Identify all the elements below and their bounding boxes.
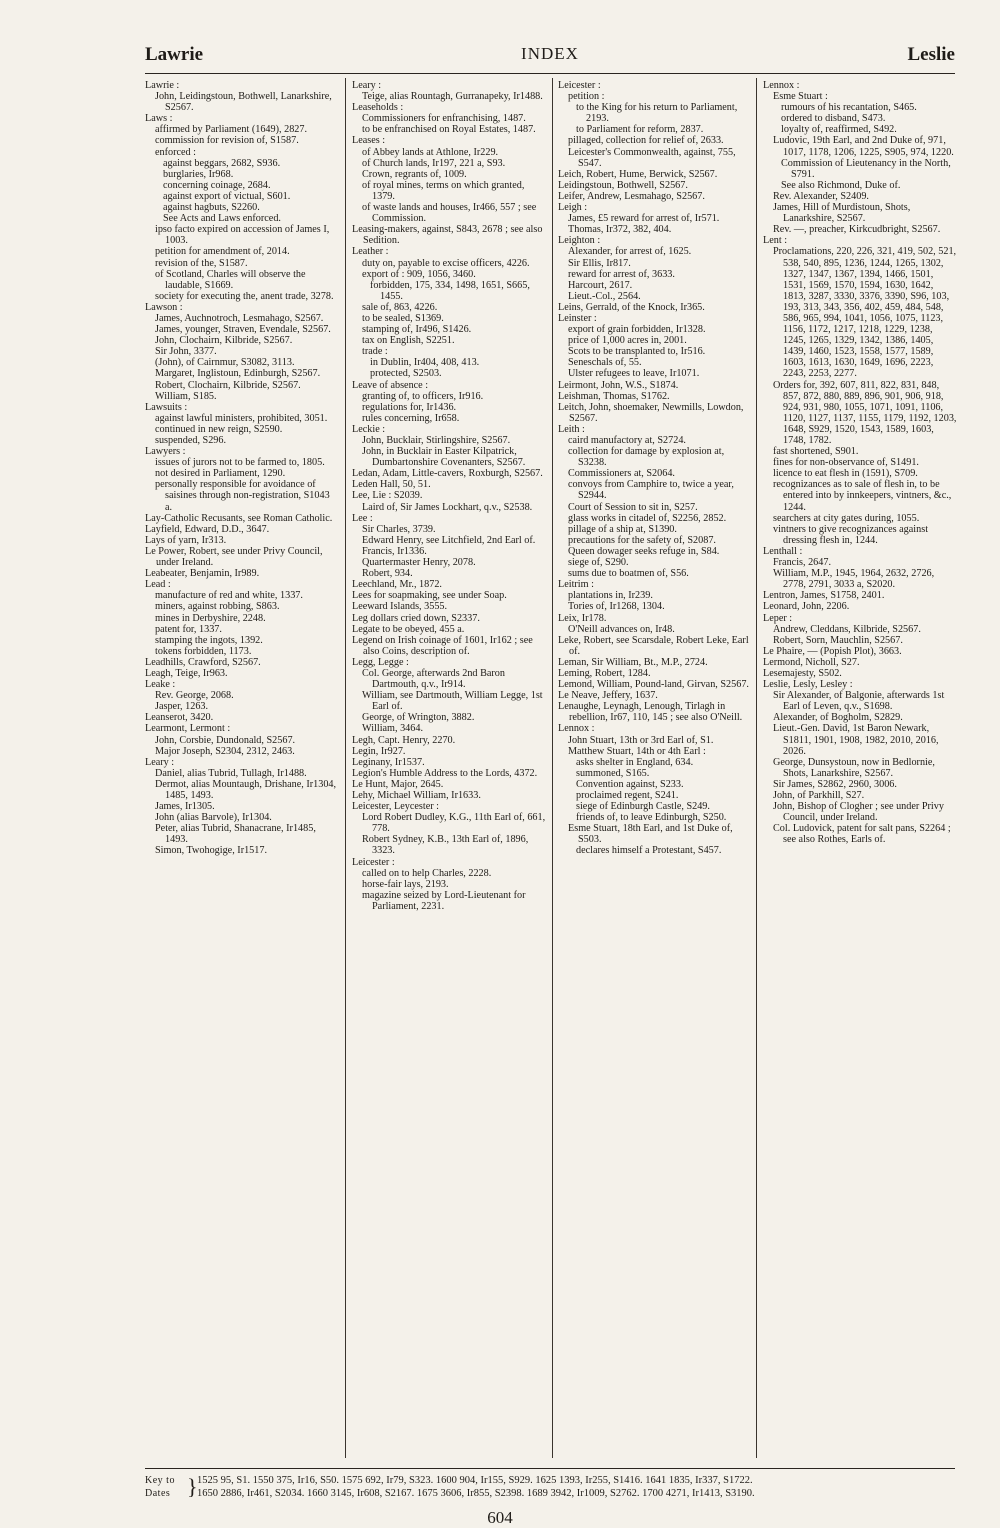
index-subentry: Alexander, of Bogholm, S2829. [773, 712, 903, 724]
index-heading: Leitrim : [558, 579, 594, 591]
index-subentry: Rev. George, 2068. [155, 690, 234, 702]
index-subentry: Francis, 2647. [773, 557, 832, 569]
index-subentry: summoned, S165. [576, 767, 650, 779]
index-heading: Leirmont, John, W.S., S1874. [558, 379, 679, 391]
index-subentry: Sir Alexander, of Balgonie, afterwards 1st Earl of Leven, q.v., S1698. [773, 690, 945, 713]
index-subentry: issues of jurors not to be farmed to, 1805. [155, 457, 325, 469]
index-heading: Leicester : [558, 80, 601, 91]
index-subentry: pillaged, collection for relief of, 2633. [568, 135, 724, 147]
index-subentry: Lieut.-Col., 2564. [568, 290, 641, 302]
index-heading: Layfield, Edward, D.D., 3647. [145, 523, 270, 535]
index-subentry: John, Clochairn, Kilbride, S2567. [155, 335, 293, 347]
index-heading: Leicester, Leycester : [352, 801, 439, 813]
index-subentry: tokens forbidden, 1173. [155, 645, 252, 657]
index-subentry: against beggars, 2682, S936. [163, 157, 281, 169]
index-heading: Lennox : [763, 80, 800, 91]
index-subentry: revision of the, S1587. [155, 257, 248, 269]
running-head-first-entry: Lawrie [145, 44, 204, 65]
index-heading: Lentron, James, S1758, 2401. [763, 590, 885, 602]
index-subentry: Convention against, S233. [576, 778, 684, 790]
index-subentry: rules concerning, Ir658. [362, 412, 460, 424]
index-heading: Leary : [145, 756, 175, 768]
index-subentry: not desired in Parliament, 1290. [155, 468, 286, 480]
index-column-1 [145, 80, 339, 1457]
index-heading: Lermond, Nicholl, S27. [763, 656, 860, 668]
index-subentry: loyalty of, reaffirmed, S492. [781, 124, 897, 136]
index-subentry: friends of, to leave Edinburgh, S250. [576, 812, 727, 824]
index-subentry: to the King for his return to Parliament, 2193. [576, 102, 738, 125]
index-heading: Lenaughe, Leynagh, Lenough, Tirlagh in rebellion, Ir67, 110, 145 ; see also O'Neill. [558, 701, 743, 724]
index-heading: Legh, Capt. Henry, 2270. [352, 734, 456, 746]
index-subentry: James, Hill of Murdistoun, Shots, Lanarkshire, S2567. [773, 202, 911, 225]
index-heading: Lee : [352, 512, 373, 524]
index-subentry: recognizances as to sale of flesh in, to be entered into by innkeepers, vintners, &c., 1244. [773, 479, 952, 513]
index-subentry: ordered to disband, S473. [781, 113, 886, 125]
index-subentry: Leicester's Commonwealth, against, 755, S547. [568, 146, 736, 169]
index-subentry: James, Ir1305. [155, 801, 215, 813]
header-rule [145, 73, 955, 74]
index-subentry: Robert Sydney, K.B., 13th Earl of, 1896, 3323. [362, 834, 529, 857]
index-subentry: against hagbuts, S2260. [163, 202, 260, 214]
index-subentry: stamping of, Ir496, S1426. [362, 324, 472, 336]
index-subentry: Commission of Lieutenancy in the North, S791. [781, 157, 951, 180]
index-heading: Leary : [352, 80, 382, 91]
index-subentry: Rev. Alexander, S2409. [773, 190, 869, 202]
key-brace: } [187, 1474, 198, 1499]
index-heading: Legin, Ir927. [352, 745, 406, 757]
index-subentry: glass works in citadel of, S2256, 2852. [568, 512, 727, 524]
index-heading: Leases : [352, 135, 386, 147]
index-subentry: Tories of, Ir1268, 1304. [568, 601, 665, 613]
index-subentry: George, Dunsystoun, now in Bedlornie, Shots, Lanarkshire, S2567. [773, 756, 935, 779]
index-subentry: John, in Bucklair in Easter Kilpatrick, Dumbartonshire Covenanters, S2567. [362, 446, 526, 469]
key-lines [197, 1474, 755, 1500]
index-heading: Leden Hall, 50, 51. [352, 479, 431, 491]
index-heading: Leanserot, 3420. [145, 712, 214, 724]
index-subentry: against export of victual, S601. [163, 190, 291, 202]
index-subentry: protected, S2503. [370, 368, 442, 380]
index-subentry: John (alias Barvole), Ir1304. [155, 812, 272, 824]
index-heading: Le Power, Robert, see under Privy Council, under Ireland. [145, 545, 323, 569]
index-subentry: fast shortened, S901. [773, 446, 859, 458]
index-heading: Lee, Lie : S2039. [352, 490, 423, 502]
index-subentry: trade : [362, 346, 388, 358]
index-subentry: siege of Edinburgh Castle, S249. [576, 801, 710, 813]
index-heading: Leifer, Andrew, Lesmahago, S2567. [558, 190, 705, 202]
index-subentry: Major Joseph, S2304, 2312, 2463. [155, 745, 295, 757]
index-subentry: Robert, Sorn, Mauchlin, S2567. [773, 634, 903, 646]
index-subentry: Jasper, 1263. [155, 701, 209, 713]
index-subentry: Sir Ellis, Ir817. [568, 257, 631, 269]
index-subentry: Commissioners for enfranchising, 1487. [362, 113, 526, 125]
index-subentry: Commissioners at, S2064. [568, 468, 675, 480]
index-subentry: plantations in, Ir239. [568, 590, 653, 602]
index-subentry: John Stuart, 13th or 3rd Earl of, S1. [568, 734, 714, 746]
page-number: 604 [487, 1508, 513, 1527]
index-subentry: Esme Stuart : [773, 91, 828, 103]
index-subentry: John, Corsbie, Dundonald, S2567. [155, 734, 296, 746]
index-subentry: Daniel, alias Tubrid, Tullagh, Ir1488. [155, 767, 307, 779]
index-heading: Leix, Ir178. [558, 612, 607, 624]
index-heading: Leinster : [558, 312, 597, 324]
index-subentry: suspended, S296. [155, 435, 227, 446]
index-heading: Legate to be obeyed, 455 a. [352, 623, 465, 635]
index-subentry: Crown, regrants of, 1009. [362, 168, 467, 180]
index-subentry: miners, against robbing, S863. [155, 601, 280, 613]
index-heading: Leighton : [558, 235, 601, 247]
index-heading: Lawsuits : [145, 401, 188, 413]
index-heading: Leslie, Lesly, Lesley : [763, 679, 853, 691]
index-subentry: Simon, Twohogige, Ir1517. [155, 845, 268, 857]
index-heading: Legg, Legge : [352, 656, 409, 668]
index-heading: Leasing-makers, against, S843, 2678 ; see also Sedition. [352, 224, 543, 247]
index-heading: Leins, Gerrald, of the Knock, Ir365. [558, 301, 705, 313]
index-subentry: fines for non-observance of, S1491. [773, 457, 919, 469]
index-subentry: Sir Charles, 3739. [362, 523, 436, 535]
index-heading: Leman, Sir William, Bt., M.P., 2724. [558, 656, 708, 668]
index-subentry: siege of, S290. [568, 557, 629, 569]
index-subentry: William, S185. [155, 390, 217, 402]
index-subentry: asks shelter in England, 634. [576, 756, 694, 768]
index-subentry: tax on English, S2251. [362, 335, 455, 347]
index-subentry: Ulster refugees to leave, Ir1071. [568, 368, 700, 380]
index-subentry: granting of, to officers, Ir916. [362, 390, 484, 402]
index-subentry: collection for damage by explosion at, S3238. [568, 446, 725, 469]
index-heading: Leave of absence : [352, 379, 429, 391]
index-subentry: stamping the ingots, 1392. [155, 634, 263, 646]
index-subentry: George, of Wrington, 3882. [362, 712, 475, 724]
index-subentry: declares himself a Protestant, S457. [576, 845, 722, 857]
index-heading: Leonard, John, 2206. [763, 601, 850, 613]
index-subentry: See also Richmond, Duke of. [781, 179, 901, 191]
index-subentry: called on to help Charles, 2228. [362, 867, 492, 879]
index-heading: Lead : [145, 579, 171, 591]
index-subentry: Robert, Clochairn, Kilbride, S2567. [155, 379, 301, 391]
index-heading: Leich, Robert, Hume, Berwick, S2567. [558, 168, 718, 180]
index-subentry: manufacture of red and white, 1337. [155, 590, 303, 602]
column-divider [756, 78, 757, 1458]
index-subentry: enforced : [155, 146, 197, 158]
index-heading: Lenthall : [763, 545, 803, 557]
index-column-3 [558, 80, 752, 1457]
index-subentry: Alexander, for arrest of, 1625. [568, 246, 692, 258]
key-label: Key to Dates [145, 1475, 175, 1499]
index-subentry: of Scotland, Charles will observe the laudable, S1669. [155, 268, 306, 291]
index-subentry: Col. Ludovick, patent for salt pans, S2264 ; see also Rothes, Earls of. [773, 823, 951, 846]
index-subentry: vintners to give recognizances against dressing flesh in, 1244. [773, 523, 929, 546]
index-heading: Lawyers : [145, 446, 186, 458]
index-heading: Lemond, William, Pound-land, Girvan, S2567. [558, 679, 749, 691]
index-subentry: John, Bishop of Clogher ; see under Privy Council, under Ireland. [773, 801, 944, 824]
index-subentry: sums due to boatmen of, S56. [568, 568, 689, 580]
index-subentry: duty on, payable to excise officers, 4226. [362, 257, 530, 269]
index-subentry: Thomas, Ir372, 382, 404. [568, 224, 672, 236]
index-subentry: Teige, alias Rountagh, Gurranapeky, Ir1488. [362, 91, 543, 103]
index-subentry: sale of, 863, 4226. [362, 301, 438, 313]
index-heading: Lay-Catholic Recusants, see Roman Catholic. [145, 512, 333, 524]
index-heading: Lays of yarn, Ir313. [145, 534, 227, 546]
index-heading: Leckie : [352, 423, 386, 435]
index-heading: Lent : [763, 235, 788, 247]
index-subentry: James, younger, Straven, Evendale, S2567. [155, 324, 331, 336]
index-subentry: Orders for, 392, 607, 811, 822, 831, 848, 857, 872, 880, 889, 896, 901, 906, 918, 924, 931, 980, 1055, 1071, 1091, 1106, 1120, 1127, 1137, 1155, 1179, 1192, 1203, 1648, S929, 1520, 1543, 1589, 1603, 1748, 1782. [773, 379, 957, 446]
index-heading: Leidingstoun, Bothwell, S2567. [558, 179, 688, 191]
index-subentry: caird manufactory at, S2724. [568, 435, 686, 446]
index-subentry: John, Leidingstoun, Bothwell, Lanarkshire, S2567. [155, 91, 332, 114]
index-heading: Legion's Humble Address to the Lords, 4372. [352, 767, 538, 779]
index-subentry: Rev. —, preacher, Kirkcudbright, S2567. [773, 224, 941, 236]
index-subentry: continued in new reign, S2590. [155, 423, 283, 435]
index-subentry: regulations for, Ir1436. [362, 401, 457, 413]
index-subentry: of Church lands, Ir197, 221 a, S93. [362, 157, 506, 169]
index-heading: Leaseholds : [352, 102, 404, 114]
index-heading: Le Phaire, — (Popish Plot), 3663. [763, 645, 902, 657]
index-heading: Leitch, John, shoemaker, Newmills, Lowdon, S2567. [558, 401, 744, 424]
index-heading: Leabeater, Benjamin, Ir989. [145, 568, 260, 580]
index-subentry: patent for, 1337. [155, 623, 222, 635]
index-subentry: John, of Parkhill, S27. [773, 790, 865, 801]
index-heading: Legend on Irish coinage of 1601, Ir162 ; see also Coins, description of. [352, 634, 533, 657]
index-subentry: William, 3464. [362, 723, 423, 735]
index-subentry: price of 1,000 acres in, 2001. [568, 335, 687, 347]
index-subentry: concerning coinage, 2684. [163, 179, 271, 191]
index-heading: Lees for soapmaking, see under Soap. [352, 590, 507, 602]
index-heading: Lennox : [558, 723, 595, 735]
index-subentry: Scots to be transplanted to, Ir516. [568, 346, 706, 358]
index-heading: Ledan, Adam, Little-cavers, Roxburgh, S2567. [352, 468, 543, 480]
index-heading: Leke, Robert, see Scarsdale, Robert Leke, Earl of. [558, 634, 749, 657]
index-subentry: commission for revision of, S1587. [155, 135, 299, 147]
index-subentry: James, Auchnotroch, Lesmahago, S2567. [155, 312, 324, 324]
index-subentry: rumours of his recantation, S465. [781, 102, 917, 114]
index-subentry: horse-fair lays, 2193. [362, 878, 449, 890]
index-subentry: licence to eat flesh in (1591), S709. [773, 468, 918, 480]
index-subentry: Sir James, S2862, 2960, 3006. [773, 778, 897, 790]
index-subentry: mines in Derbyshire, 2248. [155, 612, 266, 624]
index-subentry: Harcourt, 2617. [568, 279, 633, 291]
index-subentry: Robert, 934. [362, 568, 413, 580]
index-subentry: affirmed by Parliament (1649), 2827. [155, 124, 308, 136]
index-heading: Leginany, Ir1537. [352, 756, 425, 768]
index-column-4 [763, 80, 957, 1457]
index-subentry: searchers at city gates during, 1055. [773, 512, 920, 524]
index-heading: Laws : [145, 113, 173, 125]
index-subentry: Proclamations, 220, 226, 321, 419, 502, 521, 538, 540, 895, 1236, 1244, 1265, 1302, 1327, 1347, 1367, 1394, 1466, 1501, 1531, 1569, 1570, 1594, 1630, 1642, 1813, 3287, 3330, 3376, 3390, S96, 103, 193, 313, 343, 356, 402, 459, 484, 548, 586, 965, 994, 1041, 1056, 1075, 1123, 1156, 1172, 1217, 1218, 1229, 1238, 1245, 1265, 1329, 1342, 1386, 1405, 1439, 1460, 1523, 1558, 1577, 1589, 1603, 1613, 1630, 1649, 1696, 2223, 2243, 2253, 2277. [773, 246, 957, 380]
index-heading: Leechland, Mr., 1872. [352, 579, 442, 591]
index-subentry: Lieut.-Gen. David, 1st Baron Newark, S1811, 1901, 1908, 1982, 2010, 2016, 2026. [773, 723, 939, 757]
index-subentry: O'Neill advances on, Ir48. [568, 623, 675, 635]
index-subentry: Margaret, Inglistoun, Edinburgh, S2567. [155, 368, 321, 380]
index-heading: Leather : [352, 246, 389, 258]
column-divider [552, 78, 553, 1458]
index-subentry: in Dublin, Ir404, 408, 413. [370, 357, 480, 369]
index-heading: Leith : [558, 423, 585, 435]
footer-rule [145, 1468, 955, 1469]
index-heading: Leg dollars cried down, S2337. [352, 612, 480, 624]
index-subentry: Col. George, afterwards 2nd Baron Dartmouth, q.v., Ir914. [362, 667, 505, 691]
index-subentry: Francis, Ir1336. [362, 545, 427, 557]
column-divider [345, 78, 346, 1458]
index-subentry: petition : [568, 91, 605, 103]
index-heading: Leicester : [352, 856, 395, 868]
index-subentry: Esme Stuart, 18th Earl, and 1st Duke of, S503. [568, 823, 733, 846]
index-subentry: (John), of Cairnmur, S3082, 3113. [155, 357, 295, 369]
index-subentry: society for executing the, anent trade, 3278. [155, 290, 334, 302]
index-subentry: ipso facto expired on accession of James I, 1003. [155, 224, 330, 247]
index-heading: Leishman, Thomas, S1762. [558, 390, 670, 402]
index-subentry: Seneschals of, 55. [568, 357, 642, 369]
index-subentry: forbidden, 175, 334, 1498, 1651, S665, 1455. [370, 279, 530, 302]
index-heading: Lesemajesty, S502. [763, 667, 842, 679]
running-head-last-entry: Leslie [907, 44, 955, 65]
index-subentry: Court of Session to sit in, S257. [568, 501, 698, 513]
index-heading: Lawrie : [145, 80, 180, 91]
index-subentry: Peter, alias Tubrid, Shanacrane, Ir1485, 1493. [155, 823, 316, 846]
index-subentry: Lord Robert Dudley, K.G., 11th Earl of, 661, 778. [362, 812, 546, 835]
key-line-1: 1525 95, S1. 1550 375, Ir16, S50. 1575 692, Ir79, S323. 1600 904, Ir155, S929. 1625 1393, Ir255, S1416. 1641 1835, Ir337, S1722. [197, 1475, 753, 1486]
index-subentry: Dermot, alias Mountaugh, Drishane, Ir1304, 1485, 1493. [155, 778, 337, 801]
index-subentry: to Parliament for reform, 2837. [576, 124, 704, 136]
index-heading: Leigh : [558, 202, 588, 214]
index-subentry: Sir John, 3377. [155, 346, 217, 358]
index-subentry: personally responsible for avoidance of saisines through non-registration, S1043 a. [155, 479, 330, 513]
index-subentry: reward for arrest of, 3633. [568, 268, 675, 280]
index-subentry: of Abbey lands at Athlone, Ir229. [362, 146, 499, 158]
index-subentry: to be sealed, S1369. [362, 312, 444, 324]
index-heading: Leeward Islands, 3555. [352, 601, 448, 613]
index-subentry: to be enfranchised on Royal Estates, 1487. [362, 124, 536, 136]
index-heading: Leming, Robert, 1284. [558, 667, 651, 679]
index-subentry: convoys from Camphire to, twice a year, S2944. [568, 479, 734, 502]
index-subentry: export of grain forbidden, Ir1328. [568, 324, 706, 336]
index-heading: Leagh, Teige, Ir963. [145, 667, 228, 679]
index-subentry: Quartermaster Henry, 2078. [362, 557, 476, 569]
index-subentry: magazine seized by Lord-Lieutenant for Parliament, 2231. [362, 889, 526, 912]
index-subentry: petition for amendment of, 2014. [155, 246, 290, 258]
index-subentry: James, £5 reward for arrest of, Ir571. [568, 213, 720, 225]
index-subentry: See Acts and Laws enforced. [163, 213, 281, 225]
index-heading: Leadhills, Crawford, S2567. [145, 656, 261, 668]
index-heading: Lehy, Michael William, Ir1633. [352, 790, 481, 801]
running-head [145, 44, 955, 72]
index-subentry: against lawful ministers, prohibited, 3051. [155, 412, 328, 424]
key-line-2: 1650 2886, Ir461, S2034. 1660 3145, Ir608, S2167. 1675 3606, Ir855, S2398. 1689 3942, Ir1009, S2762. 1700 4271, Ir1413, S3190. [197, 1488, 755, 1499]
index-subentry: precautions for the safety of, S2087. [568, 534, 716, 546]
index-subentry: of waste lands and houses, Ir466, 557 ; see Commission. [362, 202, 537, 225]
index-heading: Le Hunt, Major, 2645. [352, 778, 444, 790]
index-subentry: Ludovic, 19th Earl, and 2nd Duke of, 971, 1017, 1178, 1206, 1225, S905, 974, 1220. [773, 135, 954, 158]
index-subentry: proclaimed regent, S241. [576, 790, 679, 801]
index-subentry: burglaries, Ir968. [163, 168, 234, 180]
index-heading: Learmont, Lermont : [145, 723, 231, 735]
index-heading: Leake : [145, 679, 176, 691]
index-heading: Le Neave, Jeffery, 1637. [558, 690, 658, 702]
index-column-2 [352, 80, 546, 1457]
index-subentry: of royal mines, terms on which granted, 1379. [362, 179, 525, 202]
index-subentry: Matthew Stuart, 14th or 4th Earl : [568, 745, 706, 757]
index-subentry: William, see Dartmouth, William Legge, 1st Earl of. [362, 690, 543, 713]
index-subentry: William, M.P., 1945, 1964, 2632, 2726, 2778, 2791, 3033 a, S2020. [773, 568, 935, 591]
index-subentry: Edward Henry, see Litchfield, 2nd Earl of. [362, 534, 536, 546]
index-heading: Lawson : [145, 301, 183, 313]
running-head-title: INDEX [521, 44, 579, 63]
index-subentry: John, Bucklair, Stirlingshire, S2567. [362, 435, 511, 446]
index-subentry: Laird of, Sir James Lockhart, q.v., S2538. [362, 501, 533, 513]
index-subentry: Andrew, Cleddans, Kilbride, S2567. [773, 623, 921, 635]
index-subentry: pillage of a ship at, S1390. [568, 523, 677, 535]
index-heading: Leper : [763, 612, 793, 624]
index-subentry: export of : 909, 1056, 3460. [362, 268, 476, 280]
index-subentry: Queen dowager seeks refuge in, S84. [568, 545, 720, 557]
